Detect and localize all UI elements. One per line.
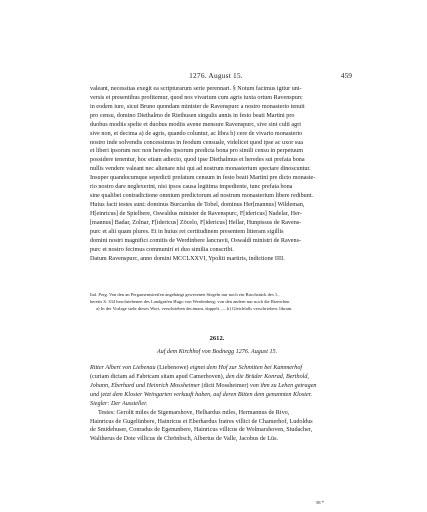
text-line: purc et alii quam plures. Et in huius rei certitudinem presentem litteram sigillis <box>90 228 284 235</box>
regest-text: Ritter Albert von Liebenau <box>90 365 156 371</box>
text-line: et liberi ipsorum nec non heredes ipsorum predicta bona pro simili censu in perpetuum <box>90 148 303 155</box>
text-line: Insuper quandocumque sepedicti prefatum censum in festo beati Martini pre dicto monaste- <box>90 175 316 182</box>
text-line: Huius facti testes sunt: dominus Burcardus de Tobel, dominus Her[mannus] Wildeman, <box>90 201 305 208</box>
regest-text: Johann, Eberhard und Heinrich Mossheimer <box>90 382 201 389</box>
regest-line <box>90 364 344 373</box>
text-line: domini nostri magnifici comitis de Werdinbere lancravii, Oswaldi ministri de Ravens- <box>90 237 302 244</box>
text-line: versis et presentibus profitemur, quod nos vivarium cum agris iuxta ortum Ravenspurc <box>90 94 303 101</box>
sealer-line: Siegler: Der Aussteller. <box>90 400 148 407</box>
footnotes <box>90 292 344 312</box>
text-line: duobus modiis spelte et duobus modiis avene mensure Ravenspurc, sive sint culti agri <box>90 121 301 128</box>
text-line: pro censu, domino Diethalmo de Riethusen singulis annis in festo beati Martini pro <box>90 112 295 119</box>
regest-text: eignet dem Hof zur Schmitten bei Kammerhof <box>190 365 303 371</box>
charter-text <box>90 85 344 263</box>
signature-mark: 58 * <box>316 500 325 505</box>
document-number: 2612. <box>209 335 225 342</box>
regest-line: und jetzt dem Kloster Weingarten verkauft haben, auf deren Bitten dem genannten Kloster. <box>90 391 312 398</box>
regest-line <box>90 373 344 382</box>
witness-line: Hainricus de Gugelünbere, Hainricus et Eberhardus fratres villici de Chamerhof, Ludoldus <box>90 418 313 425</box>
regest <box>90 364 344 444</box>
text-line: Datum Ravenspurc, anno domini MCCLXXVI, Ypoliti martiris, indictione IIII. <box>90 255 285 262</box>
regest-text: (Liebenowe) <box>155 365 191 371</box>
witness-line: Waltherus de Dote villicus de Chrönbsch, Albertus de Valle, Jacobus de Lüs. <box>90 436 279 443</box>
header-date: 1276. August 15. <box>189 71 243 80</box>
text-line: nostro inde solvendis concessimus in feodum censuale, videlicet quod ipse ac uxor sua <box>90 139 303 146</box>
text-line: possidere tenentur, hoc etiam adiecto, quod ipse Diethalmus et heredes sui prefata bona <box>90 157 305 164</box>
source-note: Ital. Perg. Von den an Pergamentstreifen angehängt gewesenen Siegeln nur noch ein Bruchstück des 1., <box>90 292 280 297</box>
source-note: bereits S. 334 beschriebenen des Landgrafen Hugo von Werdenberg; von den andern nur noch die Riemchen <box>90 298 290 304</box>
text-line: H[einricus] de Spielbere, Oswaldus minister de Ravenspurc, F[idericus] Nadelar, Her- <box>90 210 302 217</box>
text-line: nullis vendere valeant nec alienare nisi qui ad nostrum monasterium spectare dinoscuntur. <box>90 166 311 173</box>
text-line: purc et nostro fecimus communiri et duo similia conscribi. <box>90 246 234 253</box>
footnote: a) In der Vorlage steht dieses Wort, verschrieben decimam, doppelt. — b) Gleichfalls verschrieben: libram. <box>96 305 293 311</box>
text-line: sive non, et decima a) de agris, quando coluntur, ac libra b) cere de vivario monasterio <box>90 130 303 137</box>
witness-line: Testes: Geroltt miles de Sigemarshove, Helhardus miles, Hermannus de Rivo, <box>98 409 290 416</box>
text-line: in eodem iure, sicut Bruno quondam minister de Ravenspurc a nostro monasterio tenuit <box>90 103 305 110</box>
text-line: rio nostro dare neglexerint, nisi ipsos causa legitima impediente, tunc prefata bona <box>90 184 293 191</box>
regest-text: (curiam dictam ad Fabricam sitam apud Camerhoven), <box>90 373 226 380</box>
text-line: valeant, necessitas exegit ea scripturarum serie perennari. § Notum facimus igitur uni- <box>90 86 302 92</box>
page-number: 459 <box>340 71 352 80</box>
document-title: Auf dem Kirchhof von Bodnegg 1276. August 15. <box>156 349 278 355</box>
regest-text: (dicti Mossheimer) <box>200 382 250 389</box>
text-line: [mannus] Badar, Zolnar, F[idericus] Zöcelo, F[idericus] Hellar, Hunpissus de Ravens- <box>90 219 302 226</box>
regest-text: den die Brüder Konrad, Berthold, <box>225 373 309 380</box>
witness-line: de Smidehuser, Conradus de Egenunbere, Hainricus villicus de Wolmarshoven, Studacher, <box>90 427 313 434</box>
regest-line <box>90 382 344 391</box>
regest-text: von ihm zu Lehen getragen <box>249 382 317 389</box>
running-header <box>90 70 352 82</box>
text-line: sine qualibet contradictione omnium predictorum ad nostrum monasterium libere redibunt. <box>90 193 314 200</box>
